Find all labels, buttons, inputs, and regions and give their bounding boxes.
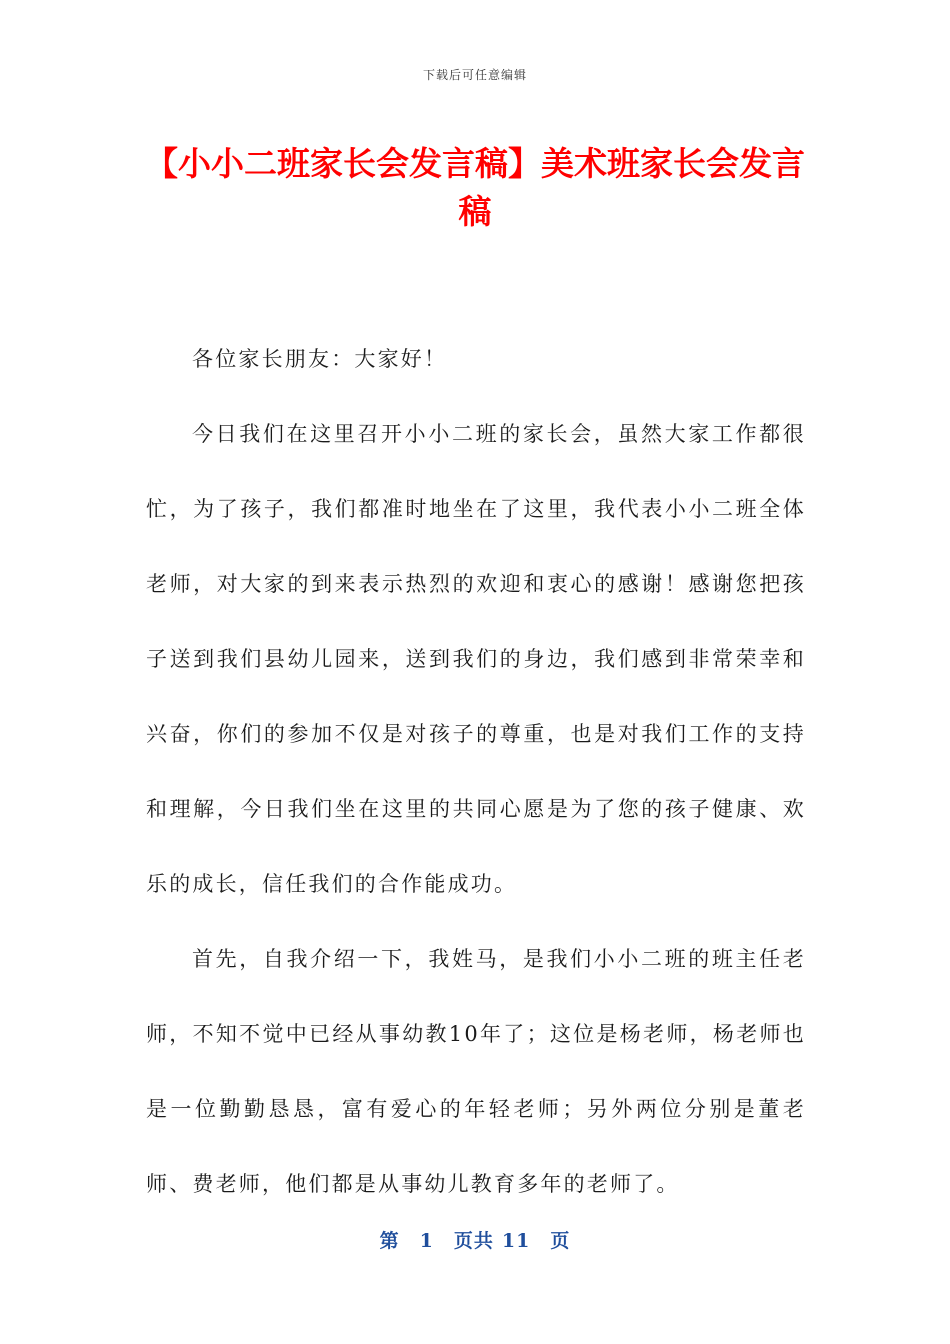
document-body xyxy=(146,322,806,1222)
header-note: 下载后可任意编辑 xyxy=(422,68,527,82)
paragraph-welcome: 今日我们在这里召开小小二班的家长会，虽然大家工作都很忙，为了孩子，我们都准时地坐在了这里，我代表小小二班全体老师，对大家的到来表示热烈的欢迎和衷心的感谢！感谢您把孩子送到我们县幼儿园来，送到我们的身边，我们感到非常荣幸和兴奋，你们的参加不仅是对孩子的尊重，也是对我们工作的支持和理解，今日我们坐在这里的共同心愿是为了您的孩子健康、欢乐的成长，信任我们的合作能成功。 xyxy=(146,422,806,896)
footer-total-pages: 11 xyxy=(501,1230,531,1252)
footer-middle: 页共 xyxy=(453,1230,494,1252)
footer-suffix: 页 xyxy=(550,1230,571,1252)
paragraph-greeting: 各位家长朋友：大家好！ xyxy=(192,347,448,371)
footer-page-number: 1 xyxy=(419,1230,434,1252)
page-footer xyxy=(0,1226,950,1253)
document-title: 【小小二班家长会发言稿】美术班家长会发言稿 xyxy=(145,144,805,231)
footer-prefix: 第 xyxy=(379,1230,400,1252)
paragraph-introduction: 首先，自我介绍一下，我姓马，是我们小小二班的班主任老师，不知不觉中已经从事幼教10年了；这位是杨老师，杨老师也是一位勤勤恳恳，富有爱心的年轻老师；另外两位分别是董老师、费老师，他们都是从事幼儿教育多年的老师了。 xyxy=(146,947,806,1196)
